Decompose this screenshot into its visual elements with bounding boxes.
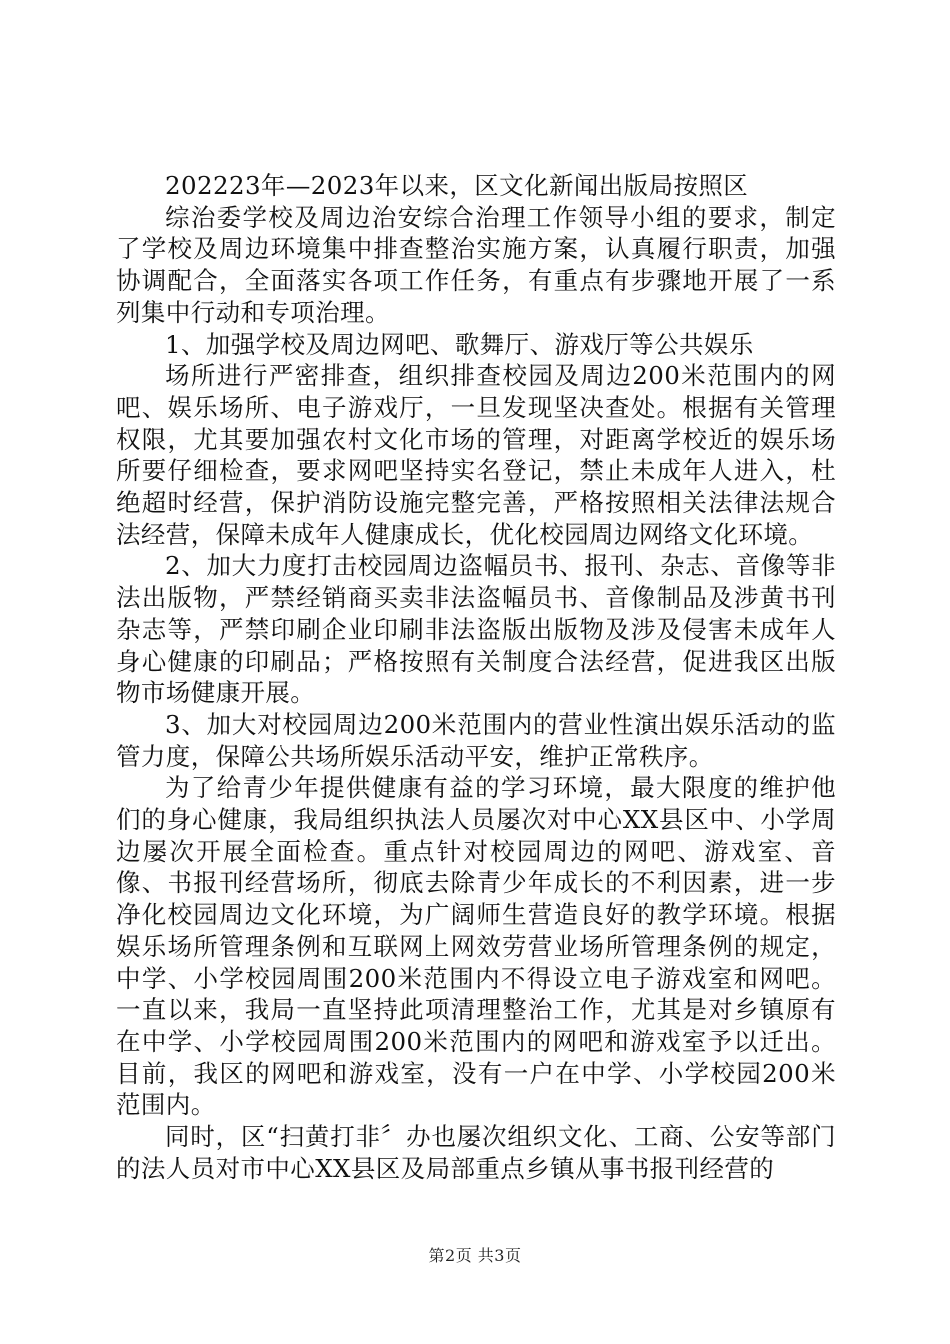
paragraph-inspection: 为了给青少年提供健康有益的学习环境，最大限度的维护他们的身心健康，我局组织执法人员屡次对中心XX县区中、小学周边屡次开展全面检查。重点针对校园周边的网吧、游戏室、音像、书报刊经营场所，彻底去除青少年成长的不利因素，进一步净化校园周边文化环境，为广阔师生营造良好的教学环境。根据娱乐场所管理条例和互联网上网效劳营业场所管理条例的规定，中学、小学校园周围200米范围内不得设立电子游戏室和网吧。一直以来，我局一直坚持此项清理整治工作，尤其是对乡镇原有在中学、小学校园周围200米范围内的网吧和游戏室予以迁出。目前，我区的网吧和游戏室，没有一户在中学、小学校园200米范围内。 xyxy=(116,773,836,1120)
page-number-footer: 第2页 共3页 xyxy=(428,1246,522,1265)
document-body xyxy=(116,170,836,1185)
paragraph-intro-heading: 202223年—2023年以来，区文化新闻出版局按照区 xyxy=(165,171,749,200)
paragraph-item-2: 2、加大力度打击校园周边盗幅员书、报刊、杂志、音像等非法出版物，严禁经销商买卖非法盗幅员书、音像制品及涉黄书刊杂志等，严禁印刷企业印刷非法盗版出版物及涉及侵害未成年人身心健康的印刷品；严格按照有关制度合法经营，促进我区出版物市场健康开展。 xyxy=(116,551,836,708)
paragraph-item-1: 场所进行严密排查，组织排查校园及周边200米范围内的网吧、娱乐场所、电子游戏厅，一旦发现坚决查处。根据有关管理权限，尤其要加强农村文化市场的管理，对距离学校近的娱乐场所要仔细检查，要求网吧坚持实名登记，禁止未成年人进入，杜绝超时经营，保护消防设施完整完善，严格按照相关法律法规合法经营，保障未成年人健康成长，优化校园周边网络文化环境。 xyxy=(116,361,836,549)
paragraph-item-3: 3、加大对校园周边200米范围内的营业性演出娱乐活动的监管力度，保障公共场所娱乐活动平安，维护正常秩序。 xyxy=(116,709,836,771)
paragraph-joint-action: 同时，区“扫黄打非〞办也屡次组织文化、工商、公安等部门的法人员对市中心XX县区及局部重点乡镇从事书报刊经营的 xyxy=(116,1122,836,1183)
paragraph-item-1-heading: 1、加强学校及周边网吧、歌舞厅、游戏厅等公共娱乐 xyxy=(165,329,754,359)
paragraph-intro: 综治委学校及周边治安综合治理工作领导小组的要求，制定了学校及周边环境集中排查整治实施方案，认真履行职责，加强协调配合，全面落实各项工作任务，有重点有步骤地开展了一系列集中行动和专项治理。 xyxy=(116,202,836,327)
